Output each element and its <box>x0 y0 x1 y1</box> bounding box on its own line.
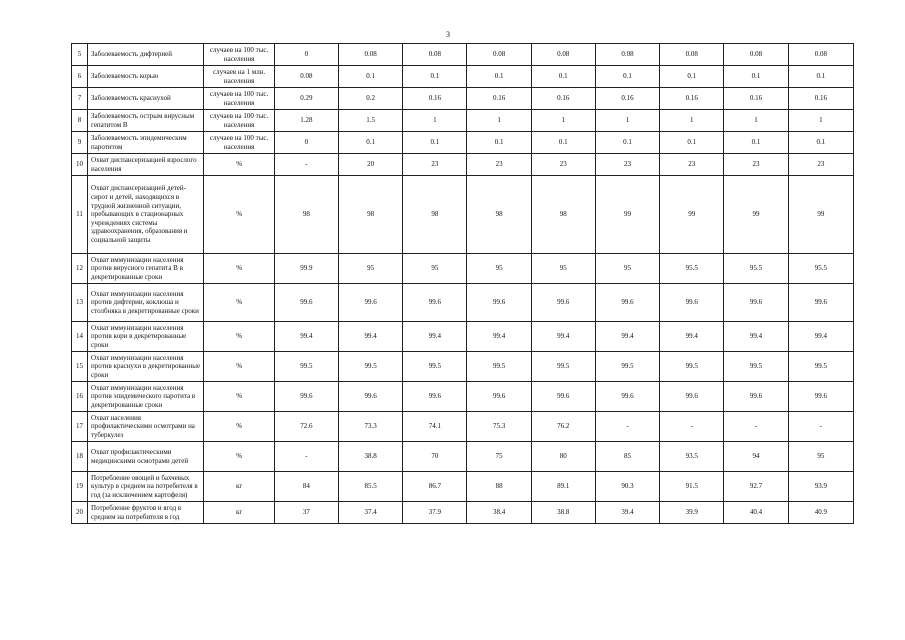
indicator-name: Заболеваемость дифтерией <box>88 44 204 66</box>
value-cell: 94 <box>724 442 788 472</box>
value-cell: 91.5 <box>660 472 724 502</box>
value-cell: 1 <box>788 110 853 132</box>
value-cell: 90.3 <box>595 472 659 502</box>
value-cell: 99.6 <box>724 284 788 322</box>
value-cell: 0 <box>274 44 338 66</box>
value-cell: 38.8 <box>531 502 595 524</box>
value-cell: 0.08 <box>788 44 853 66</box>
table-row <box>72 110 854 132</box>
value-cell: 95 <box>531 254 595 284</box>
value-cell: 99.6 <box>595 382 659 412</box>
value-cell: 0.08 <box>724 44 788 66</box>
row-number: 10 <box>72 154 88 176</box>
value-cell: 0.08 <box>595 44 659 66</box>
value-cell: 23 <box>788 154 853 176</box>
value-cell: 38.8 <box>338 442 402 472</box>
indicator-name: Потребление фруктов и ягод в среднем на потребителя в год <box>88 502 204 524</box>
unit-cell: % <box>204 382 274 412</box>
value-cell: 99.5 <box>274 352 338 382</box>
value-cell: 0.1 <box>788 132 853 154</box>
row-number: 7 <box>72 88 88 110</box>
unit-cell: % <box>204 442 274 472</box>
indicator-name: Охват иммунизации населения против краснухи в декретированные сроки <box>88 352 204 382</box>
value-cell: 95.5 <box>724 254 788 284</box>
table-row <box>72 322 854 352</box>
unit-cell: % <box>204 412 274 442</box>
row-number: 20 <box>72 502 88 524</box>
table-row <box>72 442 854 472</box>
value-cell: 92.7 <box>724 472 788 502</box>
value-cell: 0.2 <box>338 88 402 110</box>
unit-cell: случаев на 100 тыс. населения <box>204 110 274 132</box>
value-cell: 99.6 <box>274 284 338 322</box>
indicator-name: Охват иммунизации населения против дифтерии, коклюша и столбняка в декретированные сроки <box>88 284 204 322</box>
value-cell: 99.5 <box>660 352 724 382</box>
unit-cell: % <box>204 176 274 254</box>
value-cell: 0.1 <box>338 132 402 154</box>
value-cell: 1 <box>467 110 531 132</box>
value-cell: 37.9 <box>403 502 467 524</box>
value-cell: 23 <box>403 154 467 176</box>
value-cell: 1.5 <box>338 110 402 132</box>
value-cell: 95.5 <box>660 254 724 284</box>
value-cell: 99.6 <box>660 284 724 322</box>
row-number: 13 <box>72 284 88 322</box>
indicator-name: Охват профилактическими медицинскими осмотрами детей <box>88 442 204 472</box>
value-cell: 0.1 <box>660 66 724 88</box>
table-row <box>72 472 854 502</box>
value-cell: 99.6 <box>338 284 402 322</box>
value-cell: 99.6 <box>531 382 595 412</box>
value-cell: 95 <box>788 442 853 472</box>
value-cell: 89.1 <box>531 472 595 502</box>
value-cell: 99.6 <box>531 284 595 322</box>
value-cell: 0.1 <box>660 132 724 154</box>
value-cell: 99.6 <box>467 284 531 322</box>
table-row <box>72 284 854 322</box>
row-number: 19 <box>72 472 88 502</box>
value-cell: 72.6 <box>274 412 338 442</box>
value-cell: 0.1 <box>595 66 659 88</box>
indicator-name: Потребление овощей и бахчевых культур в среднем на потребителя в год (за исключением картофеля) <box>88 472 204 502</box>
unit-cell: кг <box>204 472 274 502</box>
value-cell: 0.1 <box>467 66 531 88</box>
value-cell: 99.4 <box>274 322 338 352</box>
value-cell: 99.5 <box>531 352 595 382</box>
value-cell: 99 <box>788 176 853 254</box>
value-cell: 0.16 <box>724 88 788 110</box>
unit-cell: % <box>204 154 274 176</box>
value-cell: - <box>660 412 724 442</box>
value-cell: 0.1 <box>531 66 595 88</box>
value-cell: 0.16 <box>660 88 724 110</box>
value-cell: 0.16 <box>595 88 659 110</box>
value-cell: 99.4 <box>788 322 853 352</box>
value-cell: 98 <box>274 176 338 254</box>
value-cell: 99.5 <box>788 352 853 382</box>
row-number: 17 <box>72 412 88 442</box>
value-cell: 99.5 <box>403 352 467 382</box>
indicator-name: Заболеваемость краснухой <box>88 88 204 110</box>
value-cell: 1 <box>531 110 595 132</box>
value-cell: - <box>724 412 788 442</box>
indicator-name: Охват диспансеризацией детей-сирот и детей, находящихся в трудной жизненной ситуации, пребывающих в стационарных учреждениях системы здравоохранения, образования и социальной защиты <box>88 176 204 254</box>
value-cell: 99.4 <box>403 322 467 352</box>
value-cell: 0.08 <box>403 44 467 66</box>
unit-cell: случаев на 100 тыс. населения <box>204 44 274 66</box>
unit-cell: % <box>204 284 274 322</box>
value-cell: 95.5 <box>788 254 853 284</box>
row-number: 16 <box>72 382 88 412</box>
table-row <box>72 132 854 154</box>
value-cell: 40.9 <box>788 502 853 524</box>
value-cell: 0.16 <box>403 88 467 110</box>
value-cell: 99.6 <box>788 382 853 412</box>
value-cell: 37.4 <box>338 502 402 524</box>
unit-cell: случаев на 100 тыс. населения <box>204 88 274 110</box>
table-row <box>72 154 854 176</box>
value-cell: 99 <box>595 176 659 254</box>
table-row <box>72 412 854 442</box>
value-cell: 99.4 <box>467 322 531 352</box>
unit-cell: % <box>204 352 274 382</box>
indicators-table <box>71 43 854 524</box>
indicator-name: Охват диспансеризацией взрослого населения <box>88 154 204 176</box>
value-cell: 99 <box>724 176 788 254</box>
indicator-name: Охват иммунизации населения против эпидемического паротита в декретированные сроки <box>88 382 204 412</box>
unit-cell: случаев на 100 тыс. населения <box>204 132 274 154</box>
value-cell: 95 <box>467 254 531 284</box>
value-cell: 99.6 <box>660 382 724 412</box>
value-cell: 23 <box>531 154 595 176</box>
value-cell: 93.5 <box>660 442 724 472</box>
value-cell: 75 <box>467 442 531 472</box>
value-cell: 38.4 <box>467 502 531 524</box>
value-cell: 74.1 <box>403 412 467 442</box>
value-cell: 0.16 <box>467 88 531 110</box>
value-cell: 99.4 <box>338 322 402 352</box>
value-cell: 0 <box>274 132 338 154</box>
indicator-name: Охват населения профилактическими осмотрами на туберкулез <box>88 412 204 442</box>
row-number: 15 <box>72 352 88 382</box>
value-cell: 99.4 <box>595 322 659 352</box>
value-cell: 1 <box>724 110 788 132</box>
value-cell: 99.5 <box>467 352 531 382</box>
indicator-name: Охват иммунизации населения против вирусного гепатита В в декретированные сроки <box>88 254 204 284</box>
value-cell: 0.1 <box>531 132 595 154</box>
value-cell: 98 <box>531 176 595 254</box>
value-cell: 0.1 <box>724 66 788 88</box>
value-cell: 95 <box>338 254 402 284</box>
row-number: 11 <box>72 176 88 254</box>
value-cell: 0.1 <box>338 66 402 88</box>
value-cell: 99.6 <box>274 382 338 412</box>
value-cell: 70 <box>403 442 467 472</box>
value-cell: 76.2 <box>531 412 595 442</box>
row-number: 5 <box>72 44 88 66</box>
value-cell: 93.9 <box>788 472 853 502</box>
value-cell: 95 <box>595 254 659 284</box>
value-cell: 39.4 <box>595 502 659 524</box>
value-cell: 1 <box>660 110 724 132</box>
page-number: 3 <box>446 30 450 39</box>
table-row <box>72 502 854 524</box>
table-row <box>72 352 854 382</box>
value-cell: 85.5 <box>338 472 402 502</box>
value-cell: 99.6 <box>403 382 467 412</box>
row-number: 14 <box>72 322 88 352</box>
value-cell: 99.4 <box>660 322 724 352</box>
value-cell: - <box>274 154 338 176</box>
value-cell: 99.4 <box>531 322 595 352</box>
value-cell: 1 <box>595 110 659 132</box>
value-cell: 0.29 <box>274 88 338 110</box>
value-cell: 99 <box>660 176 724 254</box>
value-cell: 99.6 <box>788 284 853 322</box>
row-number: 6 <box>72 66 88 88</box>
indicator-name: Заболеваемость острым вирусным гепатитом В <box>88 110 204 132</box>
value-cell: 98 <box>338 176 402 254</box>
unit-cell: случаев на 1 млн. населения <box>204 66 274 88</box>
value-cell: 73.3 <box>338 412 402 442</box>
value-cell: 1 <box>403 110 467 132</box>
value-cell: 99.6 <box>403 284 467 322</box>
table-row <box>72 66 854 88</box>
table-row <box>72 254 854 284</box>
table-row <box>72 44 854 66</box>
unit-cell: % <box>204 322 274 352</box>
table-row <box>72 382 854 412</box>
value-cell: 37 <box>274 502 338 524</box>
value-cell: 0.1 <box>403 66 467 88</box>
value-cell: 75.3 <box>467 412 531 442</box>
value-cell: 23 <box>724 154 788 176</box>
value-cell: 0.16 <box>531 88 595 110</box>
value-cell: - <box>788 412 853 442</box>
value-cell: 0.08 <box>660 44 724 66</box>
indicator-name: Заболеваемость эпидемическим паротитом <box>88 132 204 154</box>
value-cell: 88 <box>467 472 531 502</box>
value-cell: 95 <box>403 254 467 284</box>
value-cell: 85 <box>595 442 659 472</box>
value-cell: 99.6 <box>467 382 531 412</box>
row-number: 9 <box>72 132 88 154</box>
value-cell: 99.5 <box>595 352 659 382</box>
value-cell: 23 <box>467 154 531 176</box>
value-cell: 0.1 <box>403 132 467 154</box>
value-cell: 39.9 <box>660 502 724 524</box>
value-cell: 99.5 <box>724 352 788 382</box>
value-cell: 0.1 <box>788 66 853 88</box>
value-cell: 99.6 <box>338 382 402 412</box>
value-cell: 0.08 <box>467 44 531 66</box>
value-cell: 0.08 <box>531 44 595 66</box>
value-cell: 40.4 <box>724 502 788 524</box>
indicator-name: Охват иммунизации населения против кори в декретированные сроки <box>88 322 204 352</box>
value-cell: 99.6 <box>595 284 659 322</box>
unit-cell: % <box>204 254 274 284</box>
value-cell: 0.1 <box>467 132 531 154</box>
value-cell: 99.4 <box>724 322 788 352</box>
value-cell: 1.28 <box>274 110 338 132</box>
value-cell: 0.08 <box>338 44 402 66</box>
value-cell: 23 <box>595 154 659 176</box>
value-cell: 99.9 <box>274 254 338 284</box>
value-cell: 0.1 <box>595 132 659 154</box>
value-cell: 80 <box>531 442 595 472</box>
table-body <box>72 44 854 524</box>
value-cell: 86.7 <box>403 472 467 502</box>
value-cell: 84 <box>274 472 338 502</box>
value-cell: 0.16 <box>788 88 853 110</box>
value-cell: 98 <box>403 176 467 254</box>
table-row <box>72 88 854 110</box>
unit-cell: кг <box>204 502 274 524</box>
value-cell: 23 <box>660 154 724 176</box>
value-cell: 98 <box>467 176 531 254</box>
value-cell: - <box>595 412 659 442</box>
table-row <box>72 176 854 254</box>
row-number: 18 <box>72 442 88 472</box>
value-cell: - <box>274 442 338 472</box>
value-cell: 99.6 <box>724 382 788 412</box>
value-cell: 99.5 <box>338 352 402 382</box>
row-number: 8 <box>72 110 88 132</box>
row-number: 12 <box>72 254 88 284</box>
indicator-name: Заболеваемость корью <box>88 66 204 88</box>
value-cell: 0.08 <box>274 66 338 88</box>
value-cell: 0.1 <box>724 132 788 154</box>
value-cell: 20 <box>338 154 402 176</box>
